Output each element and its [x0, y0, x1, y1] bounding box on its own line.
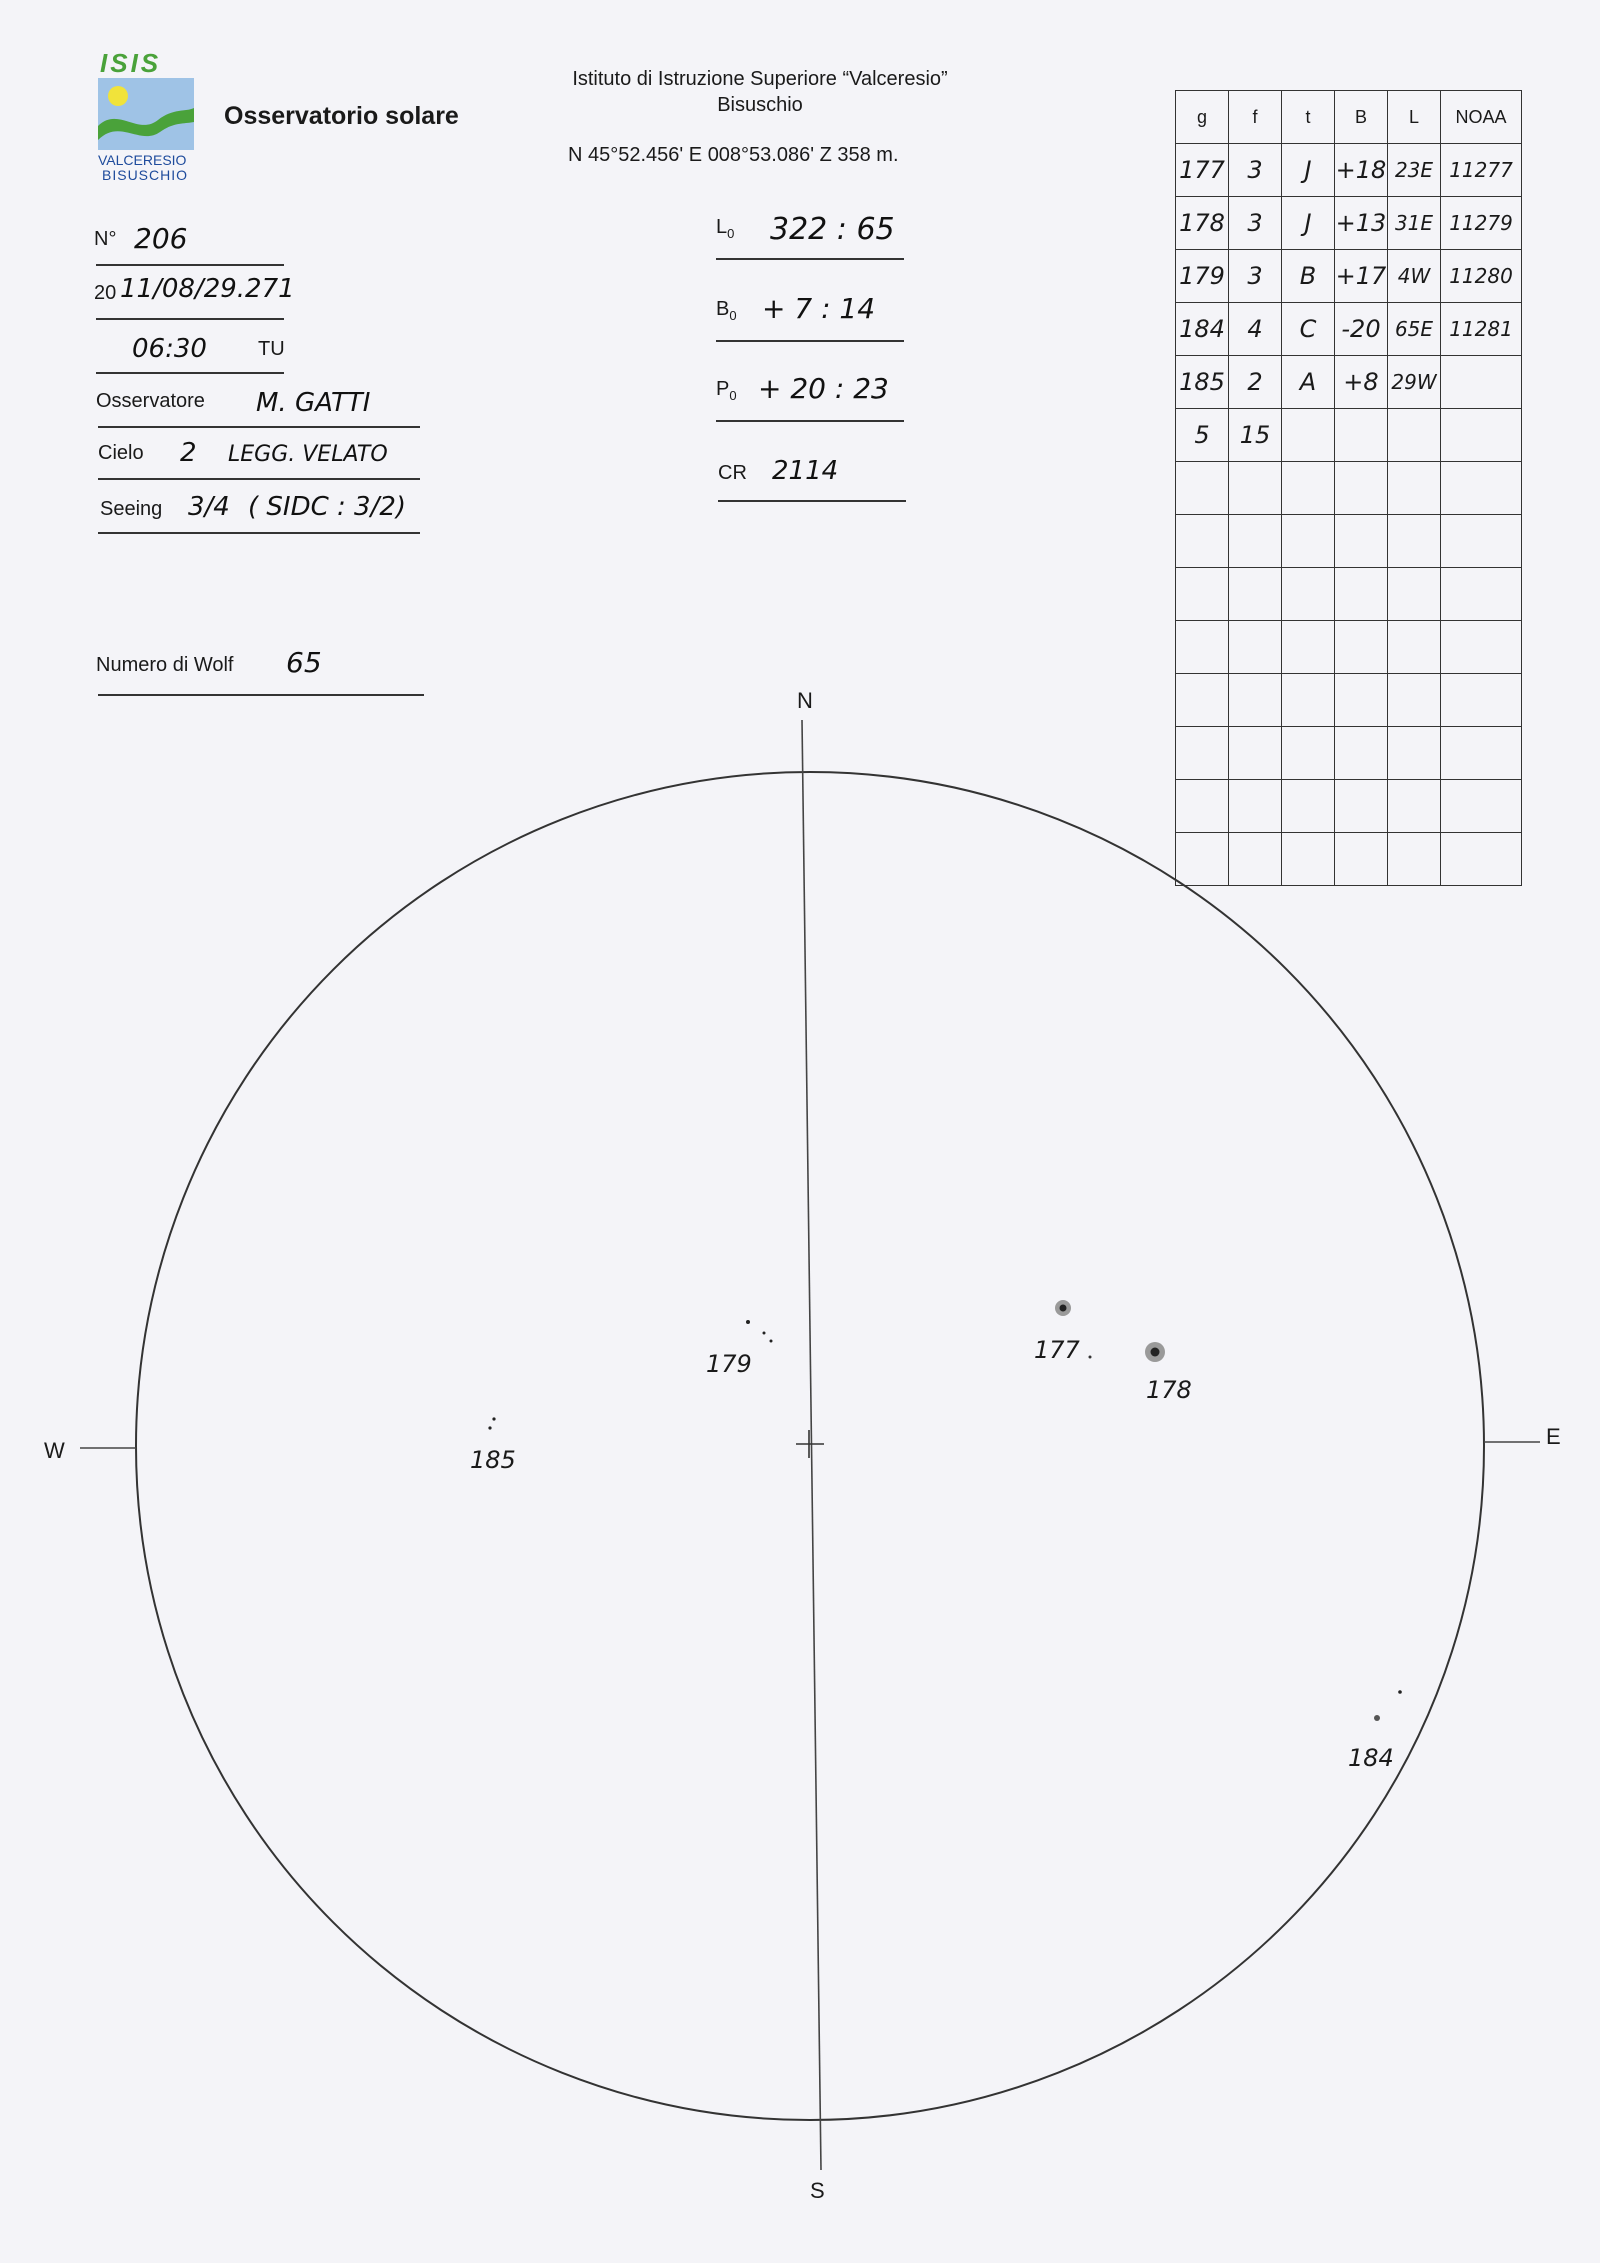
- observatory-title: Osservatorio solare: [224, 102, 459, 130]
- logo-name-line1: VALCERESIO: [98, 152, 187, 168]
- group-label-184: 184: [1348, 1744, 1394, 1772]
- observatory-coordinates: N 45°52.456' E 008°53.086' Z 358 m.: [568, 144, 899, 166]
- sky-note: LEGG. VELATO: [228, 442, 388, 467]
- table-cell: J: [1282, 197, 1335, 250]
- institute-name: Istituto di Istruzione Superiore “Valceresio”: [572, 68, 948, 90]
- table-cell: 29W: [1388, 356, 1441, 409]
- north-south-axis: [802, 720, 821, 2170]
- west-label: W: [44, 1438, 65, 1463]
- solar-disk-outline: [136, 772, 1484, 2120]
- east-label: E: [1546, 1424, 1561, 1449]
- table-cell: +18: [1335, 144, 1388, 197]
- table-cell: C: [1282, 303, 1335, 356]
- observer-name: M. GATTI: [256, 388, 371, 418]
- cr-value: 2114: [772, 456, 839, 486]
- group-label-185: 185: [470, 1446, 516, 1474]
- logo-acronym: ISIS: [100, 48, 162, 78]
- table-header-cell: NOAA: [1441, 91, 1522, 144]
- north-label: N: [797, 688, 813, 713]
- b0-label: $B_0$: [716, 298, 737, 323]
- seeing-note: ( SIDC : 3/2): [248, 492, 407, 522]
- sunspot-179-c: [770, 1340, 773, 1343]
- l0-value: 322 : 65: [770, 212, 895, 247]
- table-cell: 3: [1229, 250, 1282, 303]
- table-cell: J: [1282, 144, 1335, 197]
- institute-town: Bisuschio: [717, 94, 803, 116]
- table-cell: -20: [1335, 303, 1388, 356]
- table-cell: 15: [1229, 409, 1282, 462]
- sky-label: Cielo: [98, 442, 144, 464]
- table-header-cell: L: [1388, 91, 1441, 144]
- table-cell: 185: [1176, 356, 1229, 409]
- table-cell: 4W: [1388, 250, 1441, 303]
- sunspot-185-b: [488, 1426, 491, 1429]
- table-cell: 3: [1229, 144, 1282, 197]
- sunspot-179-a: [746, 1320, 750, 1324]
- table-cell: 2: [1229, 356, 1282, 409]
- table-header-cell: t: [1282, 91, 1335, 144]
- observation-time: 06:30: [132, 334, 207, 364]
- p0-value: + 20 : 23: [758, 372, 889, 405]
- sunspot-177-umbra: [1060, 1305, 1067, 1312]
- wolf-label: Numero di Wolf: [96, 654, 234, 676]
- sunspot-179-b: [763, 1332, 766, 1335]
- sunspot-185-a: [492, 1417, 495, 1420]
- sky-value: 2: [180, 438, 197, 468]
- table-cell: 11281: [1441, 303, 1522, 356]
- wolf-number: 65: [286, 646, 322, 679]
- table-cell: 179: [1176, 250, 1229, 303]
- table-cell: 5: [1176, 409, 1229, 462]
- sunspot-184-a: [1398, 1690, 1402, 1694]
- sunspot-184-b: [1374, 1715, 1380, 1721]
- table-cell: +13: [1335, 197, 1388, 250]
- table-cell: 11280: [1441, 250, 1522, 303]
- sunspot-178-umbra: [1151, 1348, 1160, 1357]
- table-cell: 184: [1176, 303, 1229, 356]
- observer-label: Osservatore: [96, 390, 205, 412]
- table-cell: +8: [1335, 356, 1388, 409]
- p0-label: $P_0$: [716, 378, 737, 403]
- group-label-178: 178: [1146, 1376, 1192, 1404]
- table-cell: B: [1282, 250, 1335, 303]
- table-cell: 65E: [1388, 303, 1441, 356]
- table-cell: 178: [1176, 197, 1229, 250]
- table-cell: 11277: [1441, 144, 1522, 197]
- group-label-179: 179: [706, 1350, 752, 1378]
- table-cell: 177: [1176, 144, 1229, 197]
- table-cell: 11279: [1441, 197, 1522, 250]
- table-cell: +17: [1335, 250, 1388, 303]
- table-cell: A: [1282, 356, 1335, 409]
- table-header-cell: B: [1335, 91, 1388, 144]
- table-header-cell: g: [1176, 91, 1229, 144]
- table-header-cell: f: [1229, 91, 1282, 144]
- observation-date: 11/08/29.271: [120, 274, 295, 304]
- number-label: N°: [94, 228, 117, 250]
- seeing-label: Seeing: [100, 498, 163, 520]
- table-cell: 3: [1229, 197, 1282, 250]
- table-cell: 4: [1229, 303, 1282, 356]
- b0-value: + 7 : 14: [762, 292, 876, 325]
- cr-label: CR: [718, 462, 747, 484]
- group-label-177: 177: [1034, 1336, 1080, 1364]
- logo-name-line2: BISUSCHIO: [102, 167, 189, 183]
- table-cell: 31E: [1388, 197, 1441, 250]
- time-unit: TU: [258, 338, 285, 360]
- date-prefix: 20: [94, 282, 117, 304]
- l0-label: $L_0$: [716, 216, 735, 241]
- table-cell: 23E: [1388, 144, 1441, 197]
- observation-number: 206: [134, 222, 188, 255]
- sunspot-178-pore: [1089, 1356, 1092, 1359]
- south-label: S: [810, 2178, 825, 2203]
- seeing-value: 3/4: [188, 492, 230, 522]
